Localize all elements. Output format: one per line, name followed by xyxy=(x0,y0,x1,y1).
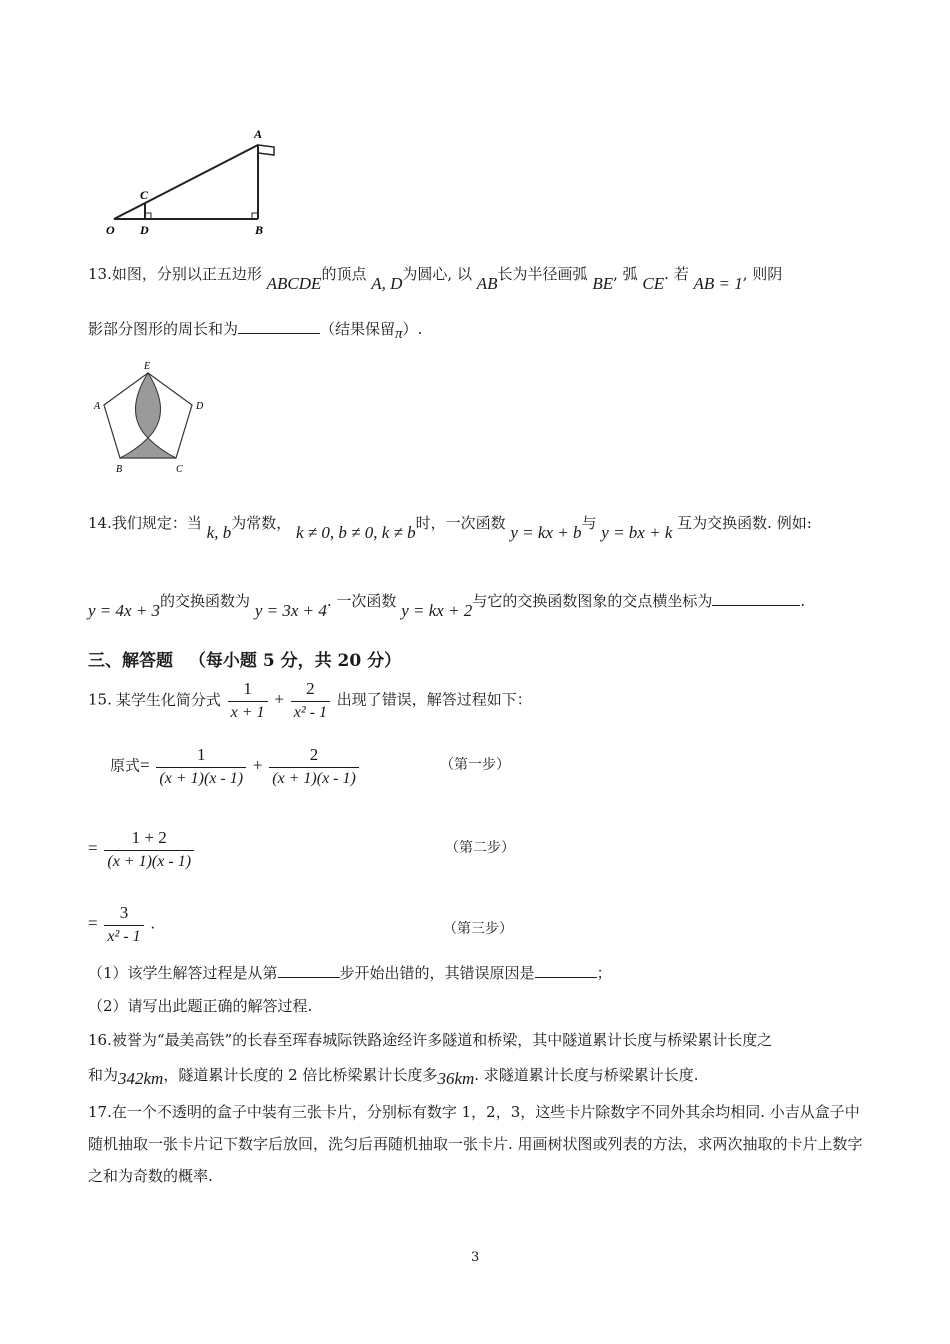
q16-number: 16. xyxy=(88,1031,112,1049)
pent-label-c: C xyxy=(176,464,183,475)
q16-math-1: 342km xyxy=(118,1069,164,1088)
q15-step3-eq: = xyxy=(88,913,98,933)
q14-l2-text-3: 与它的交换函数图象的交点横坐标为 xyxy=(472,592,713,610)
q13-text-6: . 若 xyxy=(664,265,689,283)
q14-text-1: 我们规定：当 xyxy=(111,514,202,532)
label-o: O xyxy=(106,223,115,237)
q15-step3-fraction xyxy=(104,903,143,946)
pent-label-d: D xyxy=(196,401,204,412)
q15-frac1-num: 1 xyxy=(228,679,268,702)
q14-text-2: 为常数， xyxy=(231,514,292,532)
q14-math-2: k ≠ 0, b ≠ 0, k ≠ b xyxy=(296,523,416,542)
q15-step2-eq: = xyxy=(88,838,98,858)
q14-l2-math-3: y = kx + 2 xyxy=(401,601,473,620)
page-number: 3 xyxy=(471,1250,480,1265)
flag-icon xyxy=(258,145,274,155)
q14-text-3: 时，一次函数 xyxy=(415,514,506,532)
q15-fraction-1 xyxy=(228,679,268,722)
q15-step3-end: . xyxy=(150,914,156,933)
q15-step1-f1-num: 1 xyxy=(156,745,246,768)
q16-text-4: . 求隧道累计长度与桥梁累计长度. xyxy=(474,1066,699,1084)
q17-text: 在一个不透明的盒子中装有三张卡片，分别标有数字 1，2，3，这些卡片除数字不同外其余均相同. 小吉从盒子中随机抽取一张卡片记下数字后放回，洗匀后再随机抽取一张卡片. 用画树状图或列表的方法，求两次抽取的卡片上数字之和为奇数的概率. xyxy=(88,1103,863,1185)
label-b: B xyxy=(255,223,264,237)
q15-part1-a: （1）该学生解答过程是从第 xyxy=(88,964,278,982)
q15-step2 xyxy=(88,828,196,871)
q14-answer-blank[interactable] xyxy=(712,591,800,606)
q13-math-5: CE xyxy=(642,274,665,293)
q15-plus: + xyxy=(274,689,284,709)
q13-line2 xyxy=(88,318,423,342)
q15-step3-den: x² - 1 xyxy=(107,928,141,945)
q15-frac2-num: 2 xyxy=(291,679,330,702)
shaded-lens-upper xyxy=(136,373,161,438)
q14-l2-text-1: 的交换函数为 xyxy=(160,592,251,610)
q15-step1-f2-num: 2 xyxy=(269,745,359,768)
q15-step1-eq: = xyxy=(140,755,150,775)
q13-text-1: 如图，分别以正五边形 xyxy=(111,265,262,283)
q15-number: 15. xyxy=(88,690,112,709)
q14-line1 xyxy=(88,512,812,542)
q13-text-7: , 则阴 xyxy=(742,265,783,283)
q13-pi: π xyxy=(395,326,403,342)
q13-answer-blank[interactable] xyxy=(238,319,320,334)
q13-math-2: A, D xyxy=(371,274,403,293)
pent-label-e: E xyxy=(144,361,151,372)
q14-l2-text-2: . 一次函数 xyxy=(326,592,397,610)
section3-heading xyxy=(88,646,401,671)
q15-step1-plus: + xyxy=(252,755,263,775)
label-d: D xyxy=(140,223,149,237)
q15-intro xyxy=(88,679,532,722)
q15-part1-b: 步开始出错的，其错误原因是 xyxy=(339,964,535,982)
q13-paren-open: （结果保留 xyxy=(320,320,396,338)
q14-number: 14. xyxy=(88,514,112,532)
q13-text-3: 为圆心, 以 xyxy=(402,265,472,283)
q16-text-3: ，隧道累计长度的 2 倍比桥梁累计长度多 xyxy=(163,1066,438,1084)
q15-part1 xyxy=(88,962,612,983)
q13-text-5: , 弧 xyxy=(613,265,638,283)
q14-math-4: y = bx + k xyxy=(601,523,673,542)
q14-l2-end: . xyxy=(800,592,806,610)
q13-math-6: AB = 1 xyxy=(693,274,743,293)
label-a: A xyxy=(254,127,263,141)
q15-part1-blank-reason[interactable] xyxy=(535,963,597,978)
q15-step1-f2-den: (x + 1)(x - 1) xyxy=(272,770,356,787)
pent-label-a: A xyxy=(94,401,101,412)
q14-math-3: y = kx + b xyxy=(510,523,582,542)
q15-text-1: 某学生化简分式 xyxy=(115,690,221,709)
q15-frac2-den: x² - 1 xyxy=(293,704,327,721)
section3-subtitle: （每小题 5 分，共 20 分） xyxy=(188,651,402,671)
q13-math-4: BE xyxy=(592,274,614,293)
q15-step3 xyxy=(88,903,155,946)
q15-part2: （2）请写出此题正确的解答过程. xyxy=(88,997,313,1015)
q17-paragraph xyxy=(88,1096,868,1192)
q15-part1-blank-step[interactable] xyxy=(278,963,340,978)
q15-frac1-den: x + 1 xyxy=(230,704,265,721)
q15-step2-fraction xyxy=(104,828,194,871)
q14-text-5: 互为交换函数. 例如: xyxy=(677,514,812,532)
pent-label-b: B xyxy=(116,464,123,475)
q16-text-2: 和为 xyxy=(88,1066,119,1084)
section3-title: 三、解答题 xyxy=(88,651,173,671)
q15-fraction-2 xyxy=(291,679,330,722)
q15-step1-fraction-2 xyxy=(269,745,359,788)
q15-text-2: 出现了错误，解答过程如下： xyxy=(336,690,532,709)
shaded-region-lower xyxy=(120,438,176,458)
pentagon-figure xyxy=(90,358,220,483)
q14-l2-math-1: y = 4x + 3 xyxy=(88,601,161,620)
q15-step3-num: 3 xyxy=(104,903,143,926)
q15-step1-label: （第一步） xyxy=(440,757,510,773)
q13-number: 13. xyxy=(88,265,112,283)
q15-step2-label: （第二步） xyxy=(445,840,515,856)
q13-math-1: ABCDE xyxy=(266,274,322,293)
q14-math-1: k, b xyxy=(206,523,232,542)
q16-line2 xyxy=(88,1064,699,1088)
q16-line1 xyxy=(88,1029,772,1050)
q13-line2-text: 影部分图形的周长和为 xyxy=(88,320,239,338)
q15-step2-den: (x + 1)(x - 1) xyxy=(107,853,192,870)
q15-part1-c: ； xyxy=(596,964,612,982)
q14-l2-math-2: y = 3x + 4 xyxy=(254,601,327,620)
q13-paren-close: ）. xyxy=(402,320,423,338)
q13-text-4: 长为半径画弧 xyxy=(497,265,588,283)
label-c: C xyxy=(140,188,149,202)
q17-number: 17. xyxy=(88,1103,112,1121)
q15-step1-fraction-1 xyxy=(156,745,246,788)
q16-math-2: 36km xyxy=(437,1069,475,1088)
triangle-figure xyxy=(100,125,290,240)
q15-step1 xyxy=(110,745,361,788)
q15-step3-label: （第三步） xyxy=(443,921,513,937)
q16-text-1: 被誉为“最美高铁”的长春至珲春城际铁路途经许多隧道和桥梁，其中隧道累计长度与桥梁累计长度之 xyxy=(111,1031,773,1049)
q14-text-4: 与 xyxy=(581,514,597,532)
q15-step2-num: 1 + 2 xyxy=(104,828,194,851)
q13-text-2: 的顶点 xyxy=(321,265,367,283)
q13-math-3: AB xyxy=(476,274,498,293)
hypotenuse-oa xyxy=(114,145,258,219)
q15-step1-f1-den: (x + 1)(x - 1) xyxy=(159,770,244,787)
q14-line2 xyxy=(88,590,806,620)
q15-step1-prefix: 原式 xyxy=(110,756,141,775)
q13-line1 xyxy=(88,263,783,293)
